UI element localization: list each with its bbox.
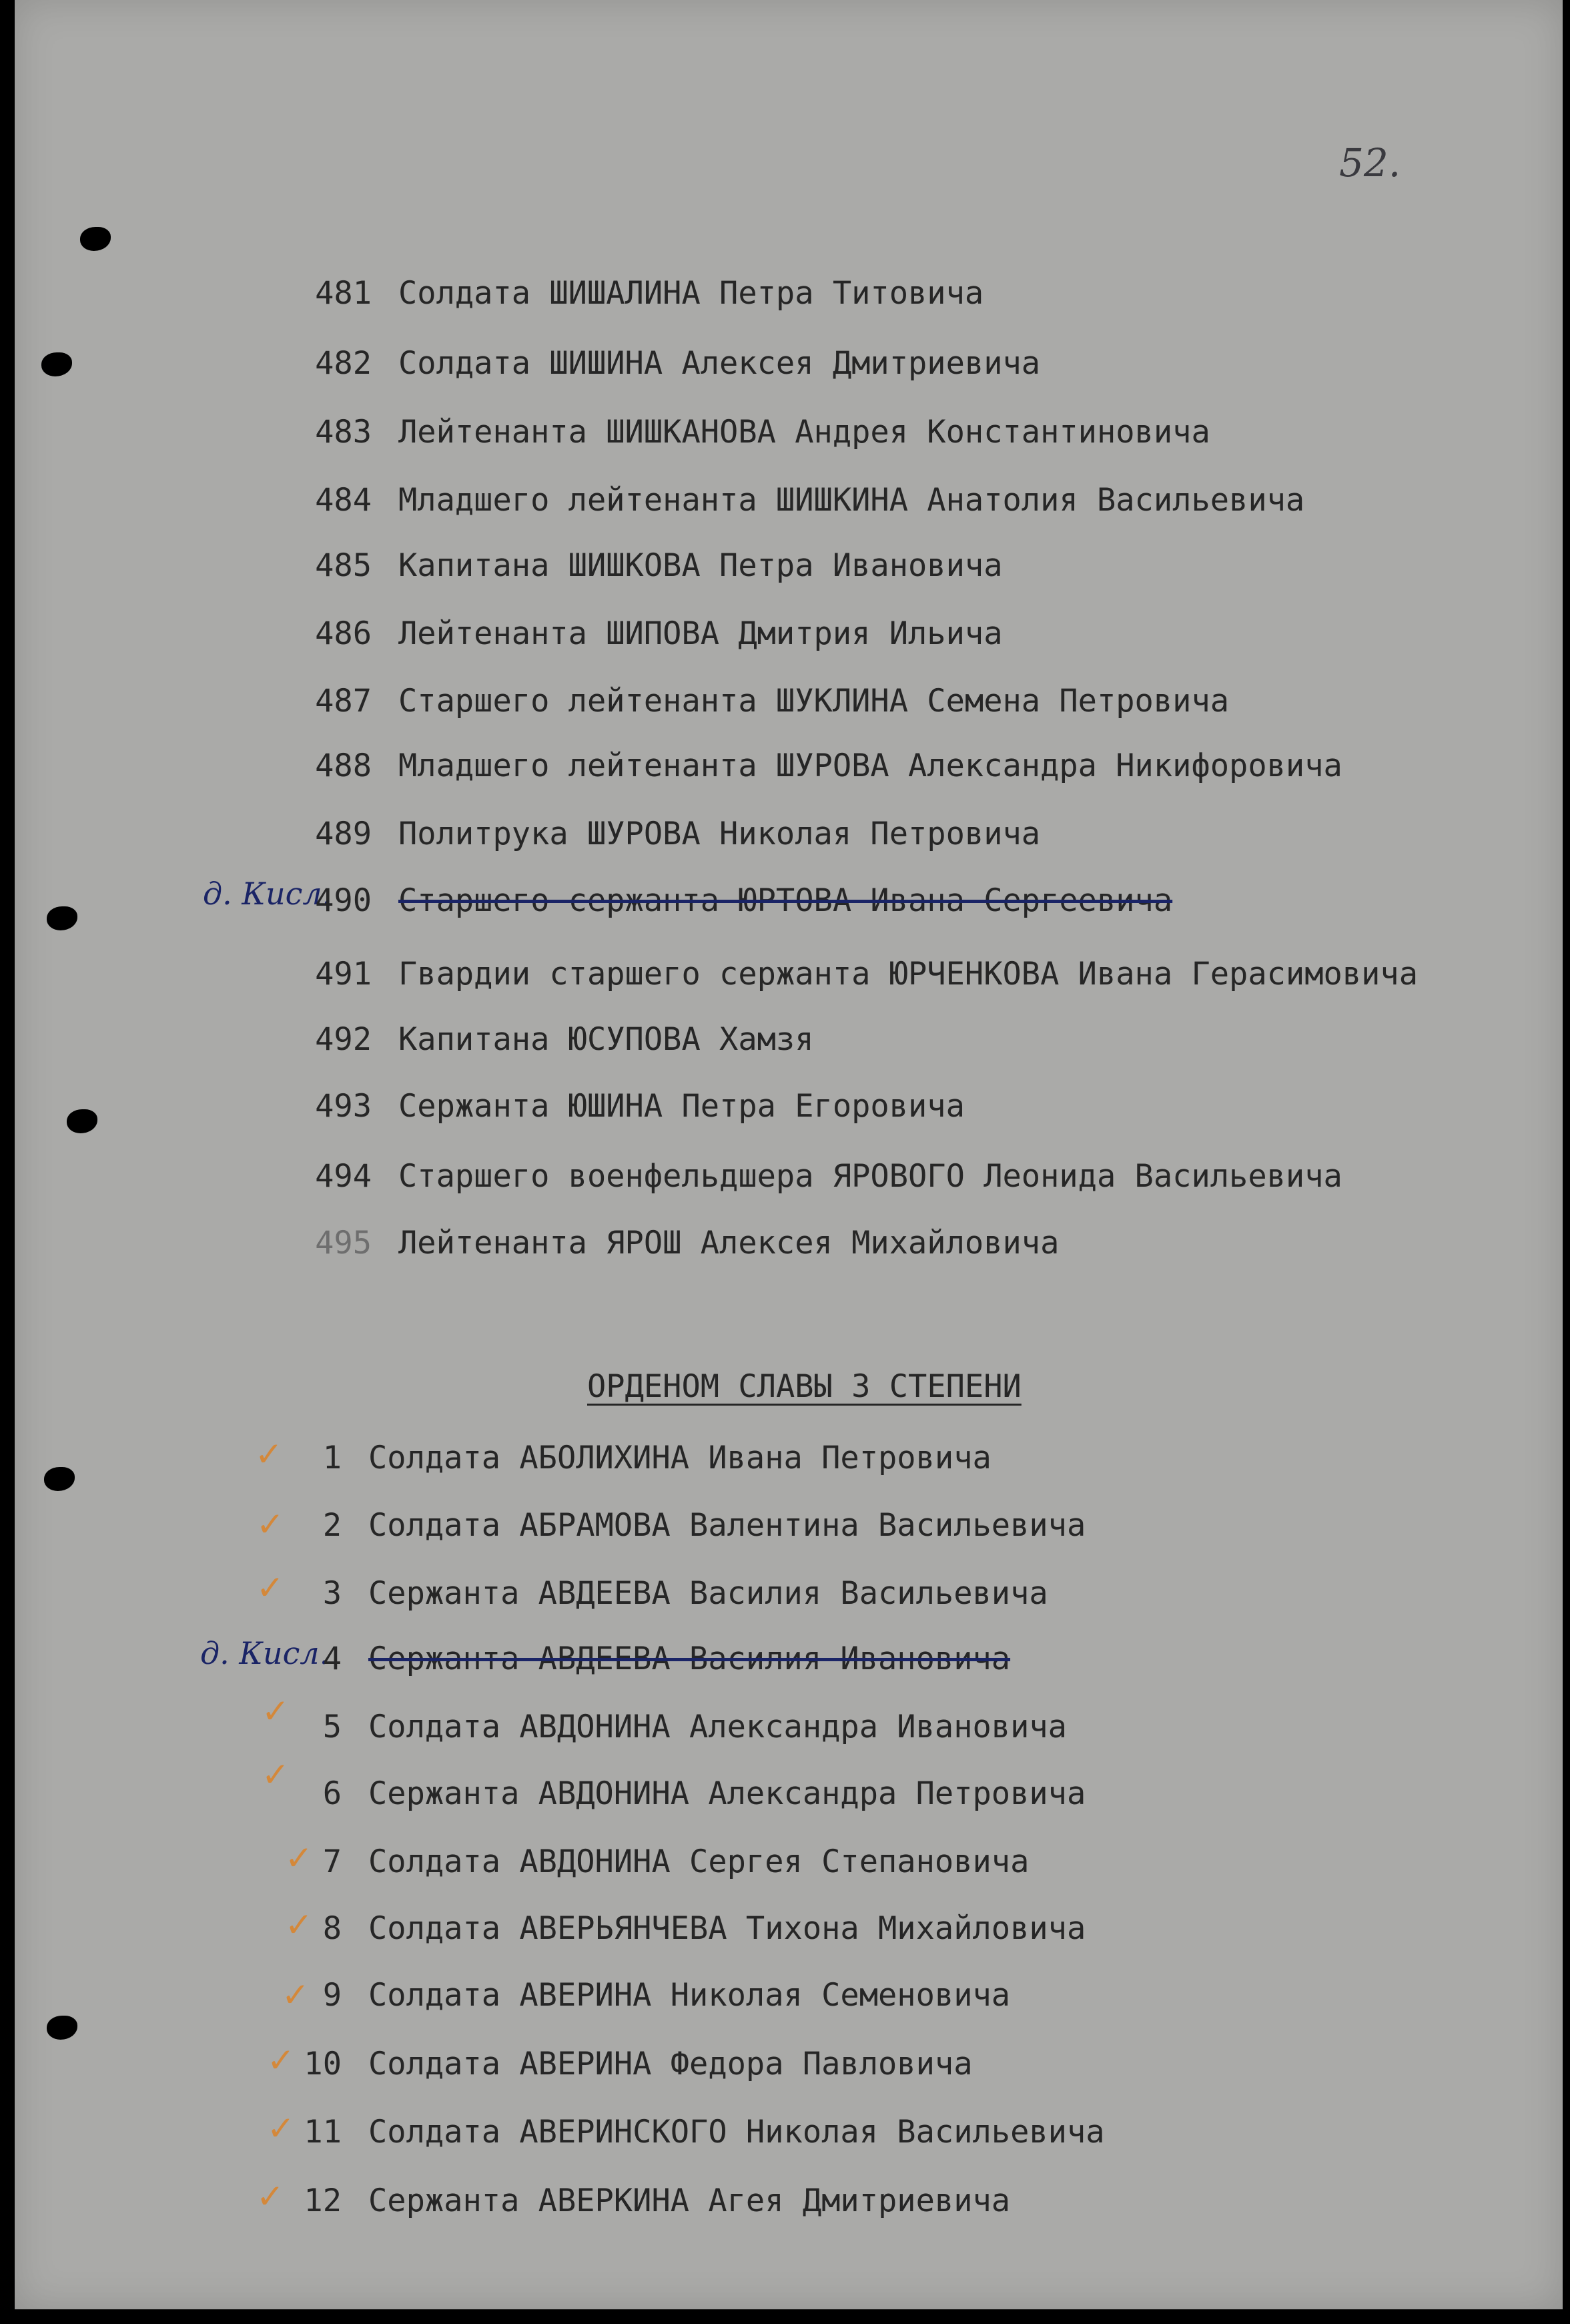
entry-number: 6: [322, 1775, 342, 1812]
check-mark: ✓: [262, 1692, 290, 1731]
entry-number: 483: [315, 414, 372, 451]
entry-number: 491: [315, 956, 372, 992]
entry-text: Сержанта АВДЕЕВА Василия Ивановича: [368, 1641, 1011, 1677]
entry-text: Солдата АБРАМОВА Валентина Васильевича: [368, 1507, 1086, 1544]
handwritten-note: д. Кисл.: [200, 1635, 330, 1671]
entry-text: Сержанта ЮШИНА Петра Егоровича: [398, 1088, 965, 1125]
entry-text: Солдата АБОЛИХИНА Ивана Петровича: [368, 1440, 992, 1476]
entry-text: Лейтенанта ШИПОВА Дмитрия Ильича: [398, 615, 1003, 652]
entry-number: 1: [322, 1440, 342, 1476]
entry-number: 5: [322, 1709, 342, 1745]
binding-hole: [47, 2016, 77, 2040]
entry-number: 481: [315, 275, 372, 312]
check-mark: ✓: [282, 1976, 310, 2014]
page-number: 52.: [1339, 140, 1401, 186]
entry-text: Солдата АВЕРИНСКОГО Николая Васильевича: [368, 2114, 1105, 2150]
entry-number: 10: [304, 2046, 342, 2082]
entry-text: Солдата ШИШИНА Алексея Дмитриевича: [398, 345, 1041, 382]
check-mark: ✓: [285, 1839, 313, 1877]
check-mark: ✓: [262, 1755, 290, 1794]
entry-number: 494: [315, 1158, 372, 1195]
entry-number: 3: [322, 1575, 342, 1612]
entry-number: 9: [322, 1977, 342, 2014]
entry-number: 8: [322, 1910, 342, 1947]
entry-text: Гвардии старшего сержанта ЮРЧЕНКОВА Ивана Герасимовича: [398, 956, 1419, 992]
entry-number: 490: [315, 882, 372, 919]
entry-text: Младшего лейтенанта ШИШКИНА Анатолия Васильевича: [398, 482, 1305, 519]
entry-text: Лейтенанта ШИШКАНОВА Андрея Константиновича: [398, 414, 1210, 451]
binding-hole: [47, 906, 77, 930]
entry-text: Капитана ЮСУПОВА Хамзя: [398, 1021, 814, 1058]
entry-number: 489: [315, 816, 372, 852]
entry-text: Солдата АВДОНИНА Сергея Степановича: [368, 1843, 1030, 1880]
check-mark: ✓: [267, 2041, 295, 2080]
entry-number: 487: [315, 683, 372, 719]
entry-number: 486: [315, 615, 372, 652]
entry-text: Солдата ШИШАЛИНА Петра Титовича: [398, 275, 984, 312]
check-mark: ✓: [285, 1906, 313, 1944]
entry-number: 484: [315, 482, 372, 519]
entry-text: Сержанта АВДОНИНА Александра Петровича: [368, 1775, 1086, 1812]
entry-number: 12: [304, 2183, 342, 2219]
entry-number: 492: [315, 1021, 372, 1058]
entry-text: Солдата АВДОНИНА Александра Ивановича: [368, 1709, 1067, 1745]
check-mark: ✓: [256, 2177, 284, 2216]
entry-text: Старшего сержанта ЮРТОВА Ивана Сергеевича: [398, 882, 1173, 919]
section-heading: ОРДЕНОМ СЛАВЫ 3 СТЕПЕНИ: [587, 1368, 1022, 1405]
entry-text: Лейтенанта ЯРОШ Алексея Михайловича: [398, 1225, 1060, 1261]
handwritten-note: д. Кисл.: [203, 876, 332, 912]
entry-number: 11: [304, 2114, 342, 2150]
entry-text: Младшего лейтенанта ШУРОВА Александра Никифоровича: [398, 748, 1342, 784]
entry-text: Политрука ШУРОВА Николая Петровича: [398, 816, 1041, 852]
binding-hole: [80, 227, 111, 251]
entry-text: Сержанта АВЕРКИНА Агея Дмитриевича: [368, 2183, 1011, 2219]
binding-hole: [67, 1109, 97, 1133]
check-mark: ✓: [255, 1435, 283, 1474]
entry-number: 493: [315, 1088, 372, 1125]
entry-text: Сержанта АВДЕЕВА Василия Васильевича: [368, 1575, 1048, 1612]
entry-number: 482: [315, 345, 372, 382]
entry-number: 485: [315, 547, 372, 584]
entry-number: 2: [322, 1507, 342, 1544]
entry-text: Капитана ШИШКОВА Петра Ивановича: [398, 547, 1003, 584]
check-mark: ✓: [256, 1568, 284, 1607]
entry-number: 495: [315, 1225, 372, 1261]
check-mark: ✓: [256, 1505, 284, 1544]
entry-number: 4: [322, 1641, 342, 1677]
entry-text: Старшего военфельдшера ЯРОВОГО Леонида Васильевича: [398, 1158, 1342, 1195]
entry-text: Старшего лейтенанта ШУКЛИНА Семена Петровича: [398, 683, 1230, 719]
entry-number: 7: [322, 1843, 342, 1880]
entry-text: Солдата АВЕРИНА Николая Семеновича: [368, 1977, 1011, 2014]
entry-text: Солдата АВЕРЬЯНЧЕВА Тихона Михайловича: [368, 1910, 1086, 1947]
binding-hole: [44, 1467, 75, 1491]
entry-text: Солдата АВЕРИНА Федора Павловича: [368, 2046, 973, 2082]
check-mark: ✓: [267, 2109, 295, 2148]
document-sheet: [15, 0, 1563, 2309]
entry-number: 488: [315, 748, 372, 784]
binding-hole: [41, 352, 72, 376]
